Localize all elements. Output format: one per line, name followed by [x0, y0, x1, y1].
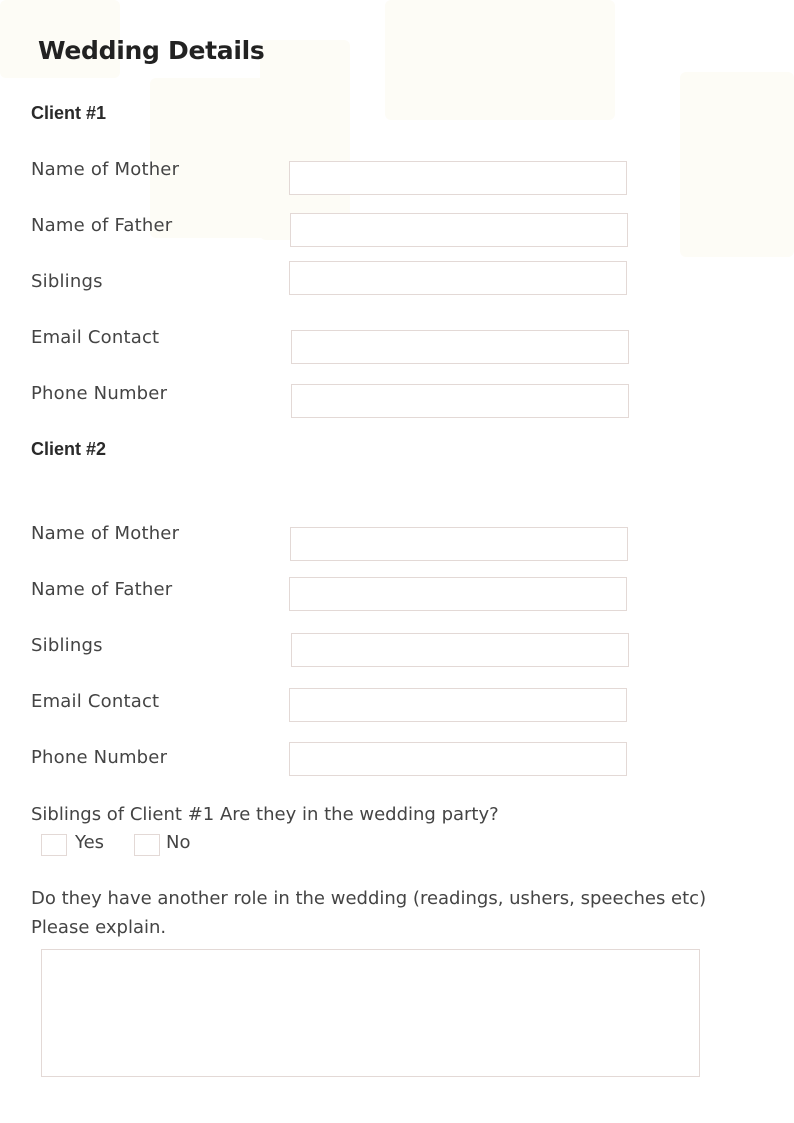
client2-email-label: Email Contact [31, 691, 160, 712]
client2-heading: Client #2 [31, 439, 107, 459]
client1-email-input[interactable] [291, 330, 629, 364]
client1-siblings-label: Siblings [31, 271, 103, 292]
client2-phone-label: Phone Number [31, 747, 168, 768]
background-watermark [260, 40, 350, 240]
background-watermark [680, 72, 794, 257]
client2-phone-input[interactable] [289, 742, 627, 776]
client1-mother-input[interactable] [289, 161, 627, 195]
client1-father-label: Name of Father [31, 215, 173, 236]
client2-father-label: Name of Father [31, 579, 173, 600]
client2-siblings-label: Siblings [31, 635, 103, 656]
client1-phone-label: Phone Number [31, 383, 168, 404]
client2-father-input[interactable] [289, 577, 627, 611]
yes-checkbox[interactable] [41, 834, 67, 856]
yes-label: Yes [75, 832, 105, 853]
client1-father-input[interactable] [290, 213, 628, 247]
client1-email-label: Email Contact [31, 327, 160, 348]
wedding-party-question: Siblings of Client #1 Are they in the wedding party? [31, 804, 499, 825]
client2-mother-input[interactable] [290, 527, 628, 561]
client1-heading: Client #1 [31, 103, 107, 123]
client1-siblings-input[interactable] [289, 261, 627, 295]
client1-phone-input[interactable] [291, 384, 629, 418]
no-checkbox[interactable] [134, 834, 160, 856]
client1-mother-label: Name of Mother [31, 159, 180, 180]
role-question: Do they have another role in the wedding (readings, ushers, speeches etc) Please explain. [31, 888, 707, 938]
client2-siblings-input[interactable] [291, 633, 629, 667]
client2-mother-label: Name of Mother [31, 523, 180, 544]
role-explanation-textarea[interactable] [41, 949, 700, 1077]
client2-email-input[interactable] [289, 688, 627, 722]
page-title: Wedding Details [38, 36, 265, 65]
no-label: No [166, 832, 191, 853]
background-watermark [385, 0, 615, 120]
